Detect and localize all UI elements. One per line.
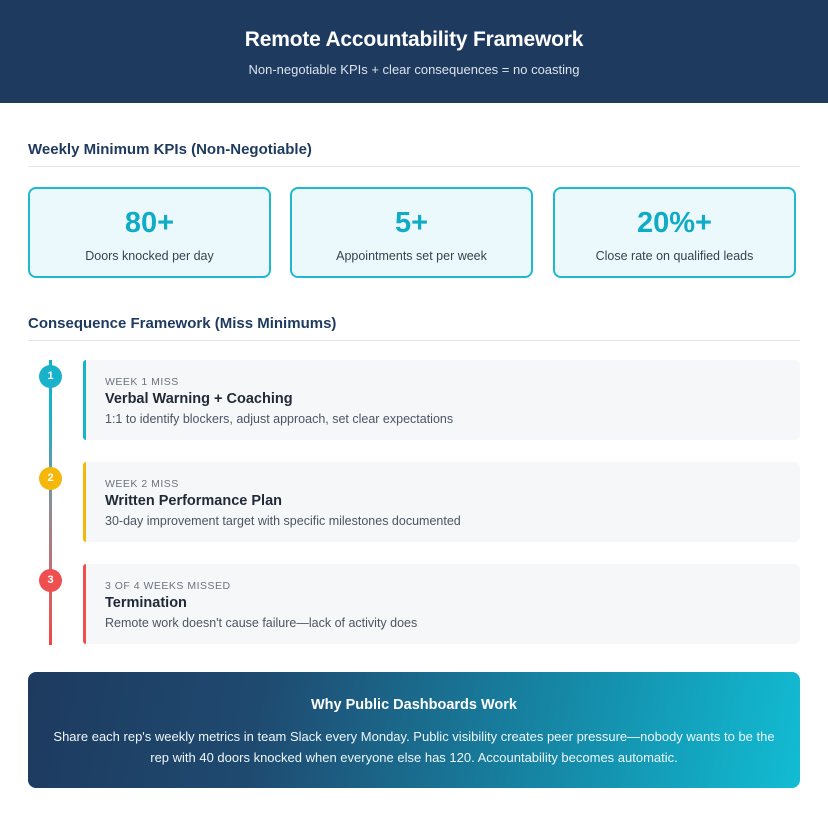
step-heading: Written Performance Plan — [105, 493, 283, 509]
step-accent-bar — [83, 462, 86, 542]
kpi-label: Doors knocked per day — [85, 249, 214, 263]
step-2-marker: 2 — [39, 467, 62, 490]
kpi-card-doors — [28, 187, 271, 278]
kpi-value: 20%+ — [637, 207, 712, 239]
kpi-section-divider — [28, 166, 800, 167]
step-card-termination — [83, 564, 800, 644]
consequence-section-title: Consequence Framework (Miss Minimums) — [28, 315, 337, 332]
step-1-marker: 1 — [39, 365, 62, 388]
step-description: Remote work doesn't cause failure—lack of activity does — [105, 616, 418, 630]
step-3-marker: 3 — [39, 569, 62, 592]
consequence-section-divider — [28, 340, 800, 341]
step-tag: 3 OF 4 WEEKS MISSED — [105, 580, 231, 592]
step-description: 30-day improvement target with specific milestones documented — [105, 514, 461, 528]
step-card-week-2 — [83, 462, 800, 542]
timeline-line — [49, 360, 52, 645]
step-heading: Verbal Warning + Coaching — [105, 391, 293, 407]
kpi-section-title: Weekly Minimum KPIs (Non-Negotiable) — [28, 141, 312, 158]
kpi-value: 80+ — [124, 207, 175, 239]
callout-body: Share each rep's weekly metrics in team Slack every Monday. Public visibility creates peer pressure—nobody wants to be the rep with 40 doors knocked when everyone else has 120. Accountability becomes automatic. — [53, 729, 775, 765]
step-accent-bar — [83, 564, 86, 644]
header-banner — [0, 0, 828, 103]
kpi-card-appointments — [290, 187, 533, 278]
page-title: Remote Accountability Framework — [244, 28, 584, 51]
step-tag: WEEK 1 MISS — [105, 376, 179, 388]
kpi-label: Appointments set per week — [336, 249, 487, 263]
kpi-value: 5+ — [394, 207, 429, 239]
callout-title: Why Public Dashboards Work — [311, 697, 517, 713]
step-accent-bar — [83, 360, 86, 440]
kpi-label: Close rate on qualified leads — [595, 249, 754, 263]
step-description: 1:1 to identify blockers, adjust approach, set clear expectations — [105, 412, 454, 426]
step-tag: WEEK 2 MISS — [105, 478, 179, 490]
page-subtitle: Non-negotiable KPIs + clear consequences = no coasting — [248, 62, 580, 77]
step-card-week-1 — [83, 360, 800, 440]
step-heading: Termination — [105, 595, 187, 611]
why-dashboards-callout — [28, 672, 800, 788]
kpi-card-close-rate — [553, 187, 796, 278]
